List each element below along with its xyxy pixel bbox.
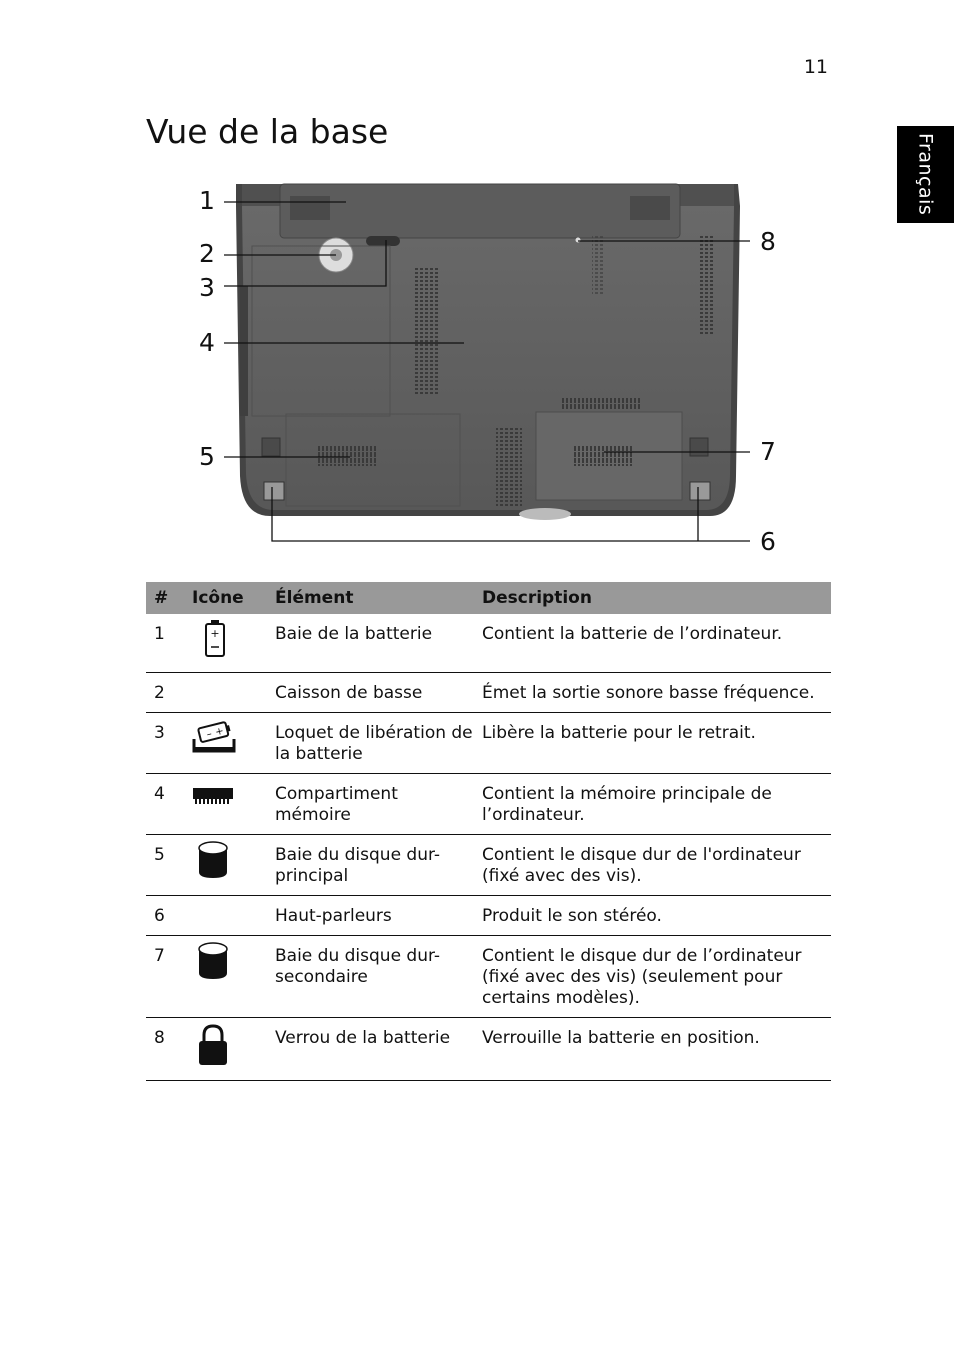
lock-icon bbox=[197, 1024, 229, 1066]
row-element: Verrou de la batterie bbox=[267, 1018, 474, 1081]
page-title: Vue de la base bbox=[146, 112, 389, 151]
table-row bbox=[146, 713, 831, 774]
language-tab bbox=[897, 126, 954, 223]
row-description: Contient le disque dur de l’ordinateur (fixé avec des vis) (seulement pour certains modèles). bbox=[474, 936, 831, 1018]
row-description: Libère la batterie pour le retrait. bbox=[474, 713, 831, 774]
table-row bbox=[146, 614, 831, 673]
callout-5: 5 bbox=[199, 442, 215, 471]
header-icon: Icône bbox=[184, 582, 267, 614]
header-element: Élément bbox=[267, 582, 474, 614]
row-num: 5 bbox=[146, 835, 184, 896]
memory-icon bbox=[192, 786, 234, 808]
svg-text:+: + bbox=[214, 725, 226, 739]
row-element: Baie du disque dur-secondaire bbox=[267, 936, 474, 1018]
hard-disk-icon bbox=[198, 841, 228, 879]
callout-4: 4 bbox=[199, 328, 215, 357]
row-description: Produit le son stéréo. bbox=[474, 896, 831, 936]
laptop-base-illustration bbox=[190, 176, 790, 558]
hard-disk-icon bbox=[198, 942, 228, 980]
row-num: 6 bbox=[146, 896, 184, 936]
callout-3: 3 bbox=[199, 273, 215, 302]
table-row bbox=[146, 774, 831, 835]
language-tab-label: Français bbox=[914, 133, 937, 216]
header-num: # bbox=[146, 582, 184, 614]
row-description: Contient la mémoire principale de l’ordinateur. bbox=[474, 774, 831, 835]
row-num: 3 bbox=[146, 713, 184, 774]
callout-7: 7 bbox=[760, 437, 776, 466]
table-row bbox=[146, 936, 831, 1018]
row-description: Contient le disque dur de l'ordinateur (fixé avec des vis). bbox=[474, 835, 831, 896]
row-description: Émet la sortie sonore basse fréquence. bbox=[474, 673, 831, 713]
row-description: Verrouille la batterie en position. bbox=[474, 1018, 831, 1081]
page-number: 11 bbox=[803, 56, 828, 78]
table-header-row bbox=[146, 582, 831, 614]
row-element: Compartiment mémoire bbox=[267, 774, 474, 835]
row-element: Loquet de libération de la batterie bbox=[267, 713, 474, 774]
row-element: Baie du disque dur-principal bbox=[267, 835, 474, 896]
table-row bbox=[146, 1018, 831, 1081]
callout-6: 6 bbox=[760, 527, 776, 556]
battery-icon bbox=[204, 620, 226, 658]
row-num: 8 bbox=[146, 1018, 184, 1081]
callout-1: 1 bbox=[199, 186, 215, 215]
battery-release-icon bbox=[192, 719, 236, 755]
callout-8: 8 bbox=[760, 227, 776, 256]
row-num: 1 bbox=[146, 614, 184, 673]
svg-text:+: + bbox=[210, 627, 220, 640]
callout-2: 2 bbox=[199, 239, 215, 268]
row-num: 7 bbox=[146, 936, 184, 1018]
row-element: Baie de la batterie bbox=[267, 614, 474, 673]
row-element: Caisson de basse bbox=[267, 673, 474, 713]
header-description: Description bbox=[474, 582, 831, 614]
row-element: Haut-parleurs bbox=[267, 896, 474, 936]
svg-text:–: – bbox=[205, 728, 214, 741]
row-num: 4 bbox=[146, 774, 184, 835]
laptop-base-figure bbox=[190, 176, 790, 558]
table-row bbox=[146, 673, 831, 713]
parts-table bbox=[146, 582, 831, 1081]
table-row bbox=[146, 896, 831, 936]
row-description: Contient la batterie de l’ordinateur. bbox=[474, 614, 831, 673]
row-num: 2 bbox=[146, 673, 184, 713]
table-row bbox=[146, 835, 831, 896]
